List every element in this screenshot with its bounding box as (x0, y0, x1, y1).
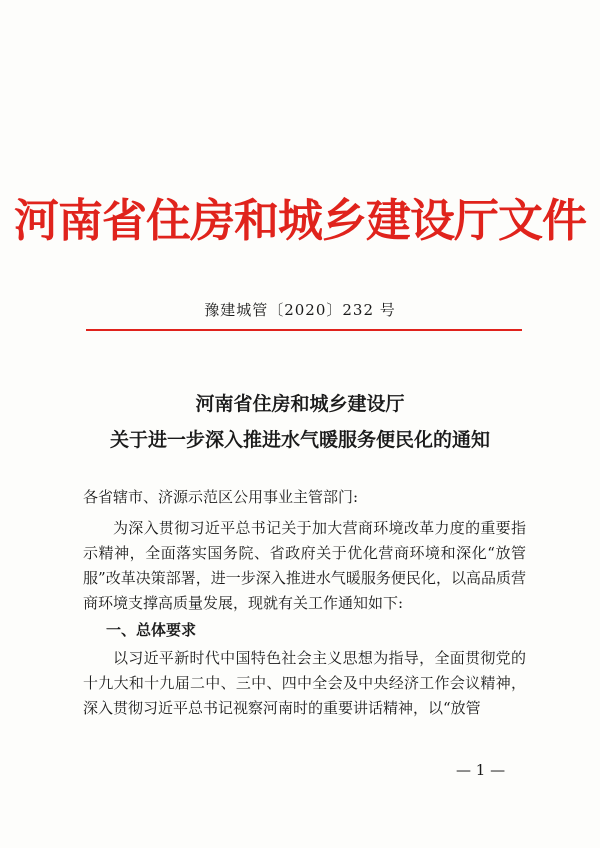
red-divider-line (86, 329, 522, 331)
salutation: 各省辖市、济源示范区公用事业主管部门: (83, 488, 359, 506)
document-number: 豫建城管〔2020〕232 号 (204, 301, 396, 319)
section-heading: 一、总体要求 (106, 621, 197, 639)
section-paragraph: 以习近平新时代中国特色社会主义思想为指导，全面贯彻党的十九大和十九届二中、三中、四中全会及中央经济工作会议精神，深入贯彻习近平总书记视察河南时的重要讲话精神，以“放管 (83, 649, 526, 717)
intro-paragraph: 为深入贯彻习近平总书记关于加大营商环境改革力度的重要指示精神，全面落实国务院、省政府关于优化营商环境和深化“放管服”改革决策部署，进一步深入推进水气暖服务便民化，以高品质营商环境支撑高质量发展，现就有关工作通知如下: (83, 519, 526, 612)
notice-title-line-2: 关于进一步深入推进水气暖服务便民化的通知 (109, 429, 490, 451)
masthead-title: 河南省住房和城乡建设厅文件 (13, 194, 586, 247)
notice-title-line-1: 河南省住房和城乡建设厅 (195, 393, 405, 415)
page-number: — 1 — (456, 761, 506, 779)
